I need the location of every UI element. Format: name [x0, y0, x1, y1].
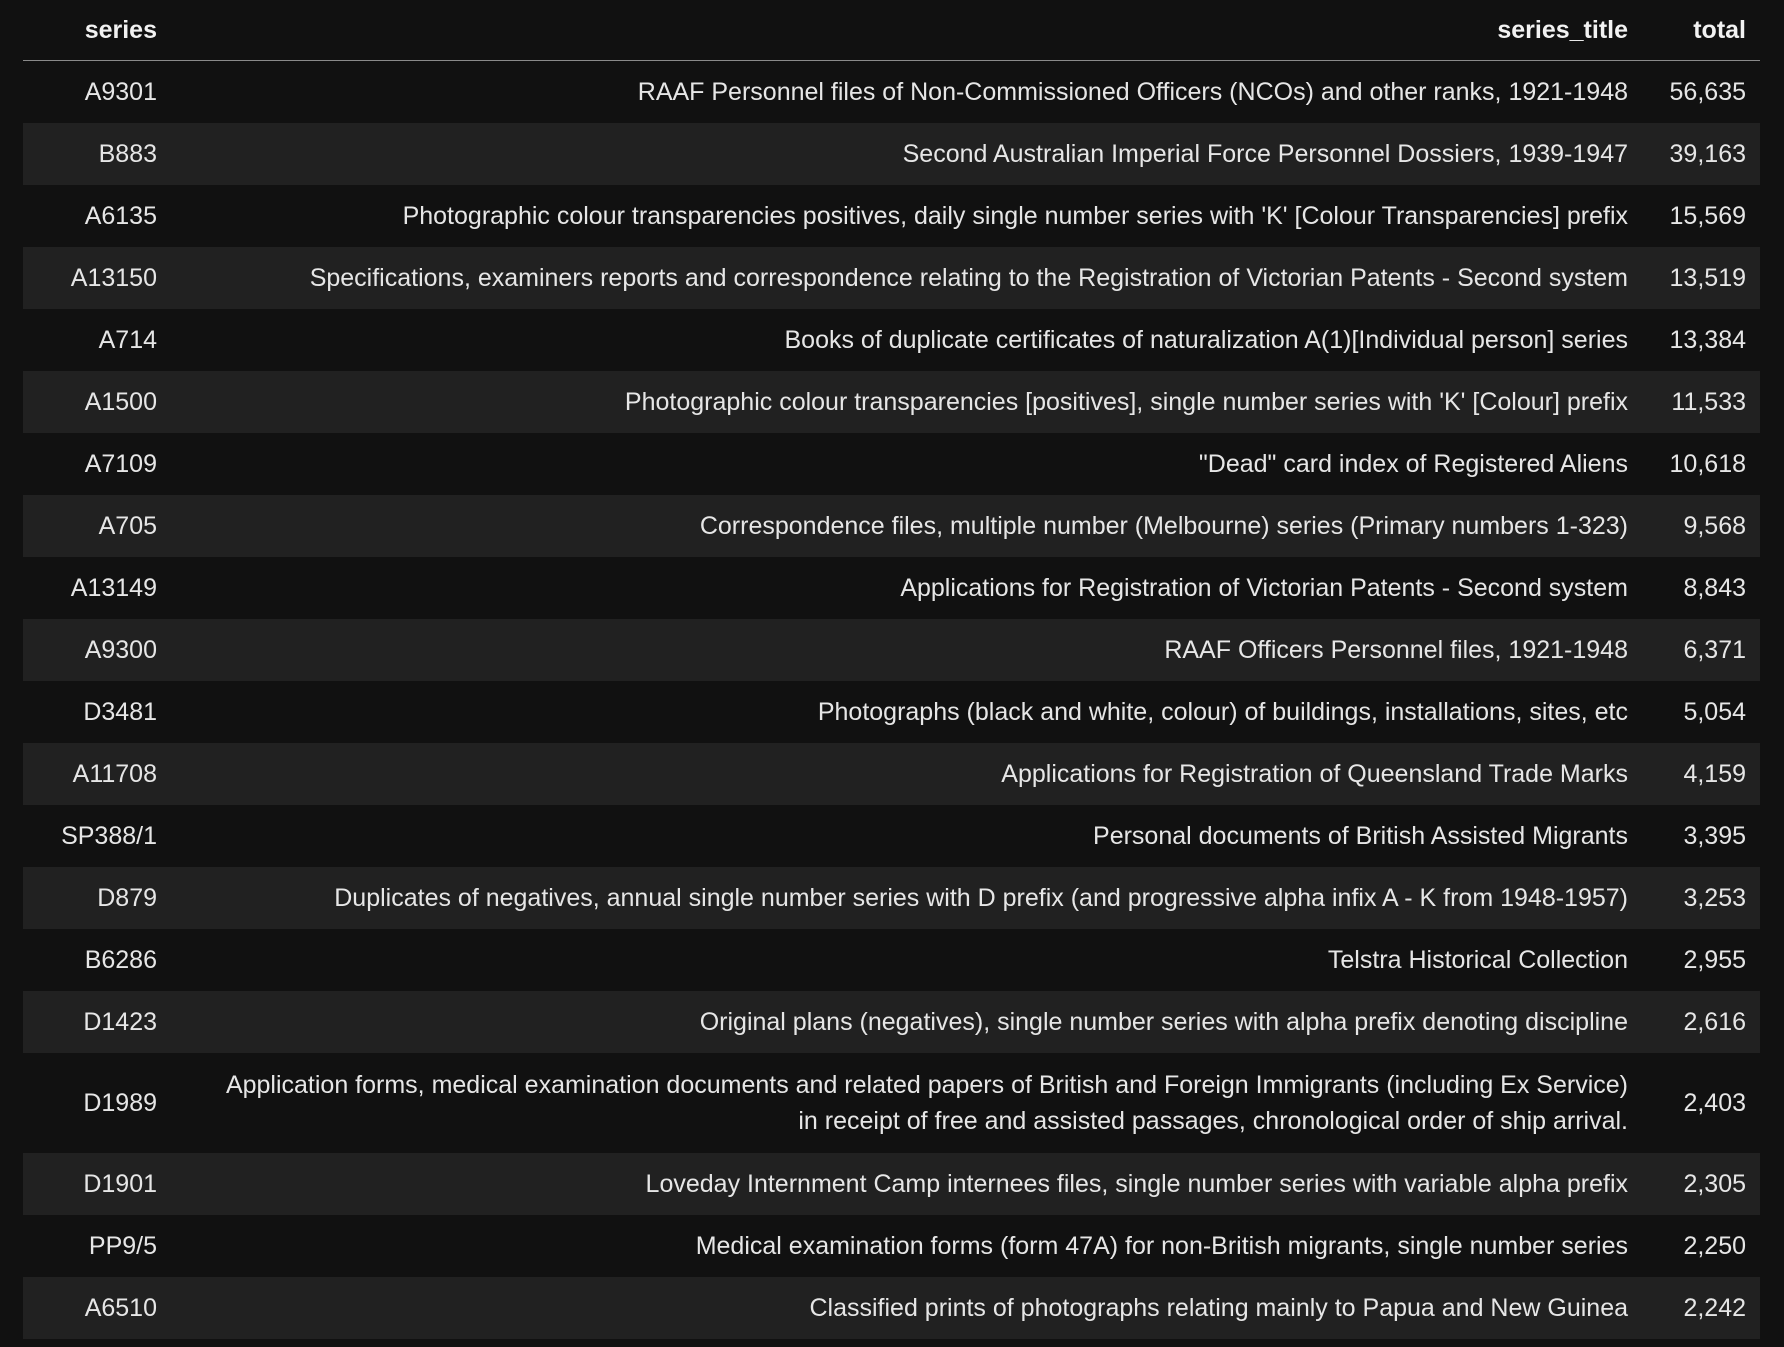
cell-total: 2,305 — [1642, 1153, 1760, 1215]
cell-series-title — [171, 929, 1642, 991]
cell-total: 2,403 — [1642, 1053, 1760, 1153]
cell-total: 2,242 — [1642, 1277, 1760, 1339]
series-title-line: Personal documents of British Assisted Migrants — [1093, 822, 1628, 850]
cell-total: 2,955 — [1642, 929, 1760, 991]
cell-total: 10,618 — [1642, 433, 1760, 495]
cell-series: B6286 — [23, 929, 171, 991]
column-header-total: total — [1642, 0, 1760, 61]
cell-series-title — [171, 1053, 1642, 1153]
cell-series: D1901 — [23, 1153, 171, 1215]
table-row — [23, 309, 1760, 371]
cell-total: 8,843 — [1642, 557, 1760, 619]
series-title-line: Applications for Registration of Victorian Patents - Second system — [900, 574, 1628, 602]
cell-series: D1989 — [23, 1053, 171, 1153]
cell-total: 6,371 — [1642, 619, 1760, 681]
cell-total: 2,616 — [1642, 991, 1760, 1053]
cell-series-title — [171, 867, 1642, 929]
table-row — [23, 681, 1760, 743]
cell-series: D879 — [23, 867, 171, 929]
table-header — [23, 0, 1760, 61]
series-title-line: Classified prints of photographs relating mainly to Papua and New Guinea — [809, 1294, 1628, 1322]
cell-total: 3,395 — [1642, 805, 1760, 867]
table-row — [23, 743, 1760, 805]
results-table — [23, 0, 1760, 1339]
cell-series-title — [171, 433, 1642, 495]
series-title-line: Telstra Historical Collection — [1327, 946, 1628, 974]
table-row — [23, 371, 1760, 433]
table-row — [23, 1153, 1760, 1215]
series-title-line: Photographic colour transparencies [positives], single number series with 'K' [Colour] prefix — [624, 388, 1628, 416]
series-title-line: Photographic colour transparencies positives, daily single number series with 'K' [Colour Transparencies] prefix — [402, 202, 1628, 230]
series-title-line: Books of duplicate certificates of naturalization A(1)[Individual person] series — [784, 326, 1628, 354]
cell-series: PP9/5 — [23, 1215, 171, 1277]
cell-total: 4,159 — [1642, 743, 1760, 805]
table-row — [23, 557, 1760, 619]
table-row — [23, 1215, 1760, 1277]
table-row — [23, 867, 1760, 929]
table-row — [23, 61, 1760, 124]
table-row — [23, 805, 1760, 867]
series-title-line: RAAF Personnel files of Non-Commissioned Officers (NCOs) and other ranks, 1921-1948 — [637, 78, 1628, 106]
cell-series: A13150 — [23, 247, 171, 309]
cell-total: 9,568 — [1642, 495, 1760, 557]
table-row — [23, 991, 1760, 1053]
series-title-line: Medical examination forms (form 47A) for non-British migrants, single number series — [695, 1232, 1628, 1260]
results-table-container — [23, 0, 1760, 1339]
cell-total: 39,163 — [1642, 123, 1760, 185]
cell-series-title — [171, 1215, 1642, 1277]
cell-total: 3,253 — [1642, 867, 1760, 929]
series-title-line: Original plans (negatives), single number series with alpha prefix denoting discipline — [699, 1008, 1628, 1036]
cell-series-title — [171, 61, 1642, 124]
cell-series: B883 — [23, 123, 171, 185]
cell-total: 5,054 — [1642, 681, 1760, 743]
cell-total: 56,635 — [1642, 61, 1760, 124]
cell-series-title — [171, 1277, 1642, 1339]
cell-series-title — [171, 681, 1642, 743]
cell-series: SP388/1 — [23, 805, 171, 867]
cell-series-title — [171, 805, 1642, 867]
table-row — [23, 123, 1760, 185]
cell-series: A1500 — [23, 371, 171, 433]
series-title-line: Application forms, medical examination documents and related papers of British and Foreign Immigrants (including Ex Service) — [225, 1071, 1628, 1099]
table-row — [23, 433, 1760, 495]
series-title-line: Specifications, examiners reports and correspondence relating to the Registration of Victorian Patents - Second system — [309, 264, 1628, 292]
cell-total: 13,384 — [1642, 309, 1760, 371]
cell-series-title — [171, 619, 1642, 681]
column-header-series-title: series_title — [171, 0, 1642, 61]
table-row — [23, 619, 1760, 681]
series-title-line: in receipt of free and assisted passages, chronological order of ship arrival. — [798, 1107, 1628, 1135]
table-row — [23, 495, 1760, 557]
table-row — [23, 247, 1760, 309]
cell-series: A9300 — [23, 619, 171, 681]
cell-series: A7109 — [23, 433, 171, 495]
table-row — [23, 1277, 1760, 1339]
cell-series-title — [171, 991, 1642, 1053]
cell-total: 13,519 — [1642, 247, 1760, 309]
series-title-line: Photographs (black and white, colour) of buildings, installations, sites, etc — [817, 698, 1628, 726]
series-title-line: Loveday Internment Camp internees files, single number series with variable alpha prefix — [645, 1170, 1628, 1198]
series-title-line: Correspondence files, multiple number (Melbourne) series (Primary numbers 1-323) — [699, 512, 1628, 540]
table-row — [23, 929, 1760, 991]
cell-series: A705 — [23, 495, 171, 557]
cell-series-title — [171, 743, 1642, 805]
series-title-line: Applications for Registration of Queensland Trade Marks — [1001, 760, 1628, 788]
cell-series: A11708 — [23, 743, 171, 805]
cell-total: 2,250 — [1642, 1215, 1760, 1277]
series-title-line: "Dead" card index of Registered Aliens — [1198, 450, 1628, 478]
cell-series-title — [171, 185, 1642, 247]
cell-series-title — [171, 123, 1642, 185]
table-row — [23, 185, 1760, 247]
column-header-series: series — [23, 0, 171, 61]
table-row — [23, 1053, 1760, 1153]
cell-series: D3481 — [23, 681, 171, 743]
cell-series: A13149 — [23, 557, 171, 619]
series-title-line: Second Australian Imperial Force Personnel Dossiers, 1939-1947 — [902, 140, 1628, 168]
cell-series-title — [171, 247, 1642, 309]
cell-series: A6135 — [23, 185, 171, 247]
table-body — [23, 61, 1760, 1340]
cell-series: D1423 — [23, 991, 171, 1053]
series-title-line: RAAF Officers Personnel files, 1921-1948 — [1164, 636, 1628, 664]
series-title-line: Duplicates of negatives, annual single number series with D prefix (and progressive alpha infix A - K from 1948-1957) — [334, 884, 1628, 912]
cell-series-title — [171, 495, 1642, 557]
cell-total: 11,533 — [1642, 371, 1760, 433]
cell-series: A9301 — [23, 61, 171, 124]
cell-series-title — [171, 1153, 1642, 1215]
cell-series-title — [171, 371, 1642, 433]
header-row — [23, 0, 1760, 61]
cell-series: A6510 — [23, 1277, 171, 1339]
cell-series-title — [171, 309, 1642, 371]
cell-series-title — [171, 557, 1642, 619]
cell-total: 15,569 — [1642, 185, 1760, 247]
cell-series: A714 — [23, 309, 171, 371]
